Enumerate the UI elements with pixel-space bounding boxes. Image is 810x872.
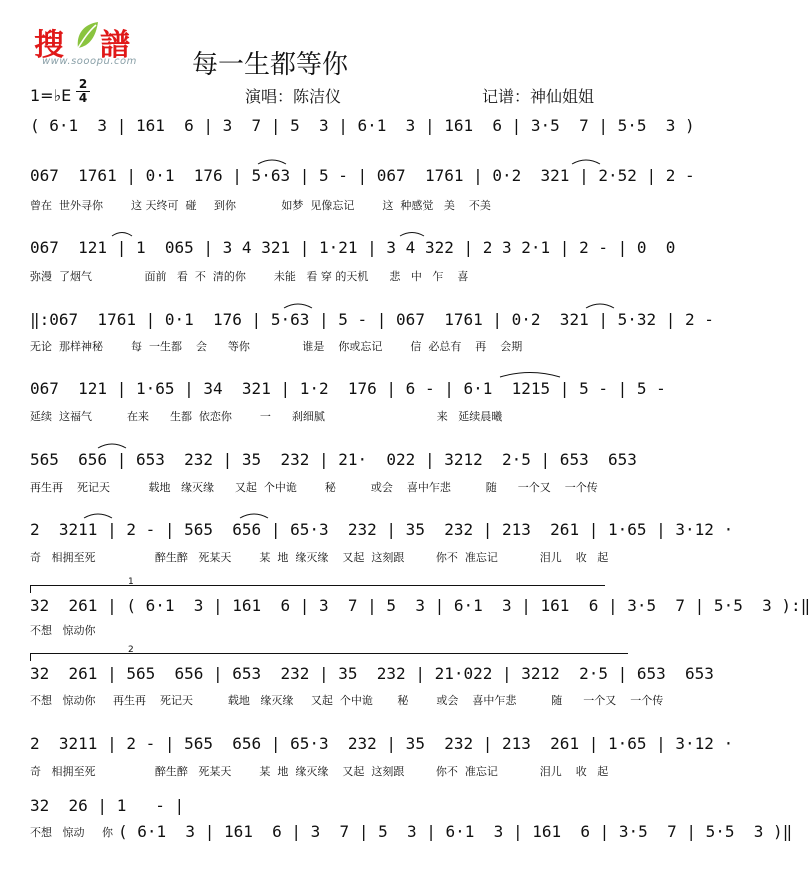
meter-top: 2 — [78, 77, 88, 91]
notation-line-11: 32 26 | 1 - | — [30, 796, 185, 815]
notation-line-12: ( 6·1 3 | 161 6 | 3 7 | 5 3 | 6·1 3 | 161 6 | 3·5 7 | 5·5 3 )‖ — [118, 822, 793, 841]
transcriber-credit: 记谱：神仙姐姐 — [482, 87, 595, 106]
lyrics-line-2: 曾在 世外寻你 这 天终可 碰 到你 如梦 见像忘记 这 种感觉 美 不美 — [30, 199, 491, 212]
sooopu-logo — [34, 18, 154, 72]
lyrics-line-5: 延续 这福气 在来 生都 依恋你 一 刹细腻 来 延续晨曦 — [30, 410, 503, 423]
notation-line-2: 067 1761 | 0·1 176 | 5·63 | 5 - | 067 1761 | 0·2 321 | 2·52 | 2 - — [30, 166, 695, 185]
lyrics-line-10: 奇 相拥至死 醉生醉 死某天 某 地 缘灭缘 又起 这刻跟 你不 准忘记 泪儿 收 起 — [30, 765, 609, 778]
meter-bottom: 4 — [76, 91, 90, 105]
volta-bracket-1-start — [30, 585, 31, 593]
notation-line-6: 565 656 | 653 232 | 35 232 | 21· 022 | 3212 2·5 | 653 653 — [30, 450, 637, 469]
notation-line-4: ‖:067 1761 | 0·1 176 | 5·63 | 5 - | 067 1761 | 0·2 321 | 5·32 | 2 - — [30, 310, 714, 329]
singer-credit: 演唱：陈洁仪 — [245, 87, 342, 106]
notation-line-10: 2 3211 | 2 - | 565 656 | 65·3 232 | 35 232 | 213 261 | 1·65 | 3·12 · — [30, 734, 734, 753]
logo-char-pu: 譜 — [100, 28, 130, 63]
volta-bracket-1 — [30, 585, 605, 586]
notation-line-3: 067 121 | 1 065 | 3 4 321 | 1·21 | 3 4 322 | 2 3 2·1 | 2 - | 0 0 — [30, 238, 676, 257]
key-signature: 1=♭E — [30, 86, 72, 105]
logo-url: www.sooopu.com — [42, 56, 137, 67]
lyrics-line-7: 奇 相拥至死 醉生醉 死某天 某 地 缘灭缘 又起 这刻跟 你不 准忘记 泪儿 收 起 — [30, 551, 609, 564]
notation-line-5: 067 121 | 1·65 | 34 321 | 1·2 176 | 6 - | 6·1 1215 | 5 - | 5 - — [30, 379, 666, 398]
logo-char-sou: 搜 — [34, 28, 64, 63]
volta-1-label: 1 — [128, 577, 134, 587]
time-signature — [76, 78, 90, 105]
volta-2-label: 2 — [128, 645, 134, 655]
notation-line-7: 2 3211 | 2 - | 565 656 | 65·3 232 | 35 232 | 213 261 | 1·65 | 3·12 · — [30, 520, 734, 539]
notation-line-9: 32 261 | 565 656 | 653 232 | 35 232 | 21·022 | 3212 2·5 | 653 653 — [30, 664, 714, 683]
lyrics-line-3: 弥漫 了烟气 面前 看 不 清的你 未能 看 穿 的天机 悲 中 乍 喜 — [30, 270, 469, 283]
song-title: 每一生都等你 — [192, 50, 349, 80]
leaf-icon — [74, 20, 100, 52]
notation-line-1: ( 6·1 3 | 161 6 | 3 7 | 5 3 | 6·1 3 | 161 6 | 3·5 7 | 5·5 3 ) — [30, 116, 695, 135]
lyrics-line-8: 不想 惊动你 — [30, 624, 96, 637]
volta-bracket-2 — [30, 653, 628, 654]
lyrics-line-6: 再生再 死记天 载地 缘灭缘 又起 个中诡 秘 或会 喜中乍悲 随 一个又 一个传 — [30, 481, 598, 494]
volta-bracket-2-start — [30, 653, 31, 661]
lyrics-line-11: 不想 惊动 你 — [30, 826, 113, 839]
notation-line-8: 32 261 | ( 6·1 3 | 161 6 | 3 7 | 5 3 | 6·1 3 | 161 6 | 3·5 7 | 5·5 3 ):‖ — [30, 596, 810, 615]
lyrics-line-4: 无论 那样神秘 每 一生都 会 等你 谁是 你或忘记 信 必总有 再 会期 — [30, 340, 523, 353]
lyrics-line-9: 不想 惊动你 再生再 死记天 载地 缘灭缘 又起 个中诡 秘 或会 喜中乍悲 随 一个又 一个传 — [30, 694, 664, 707]
